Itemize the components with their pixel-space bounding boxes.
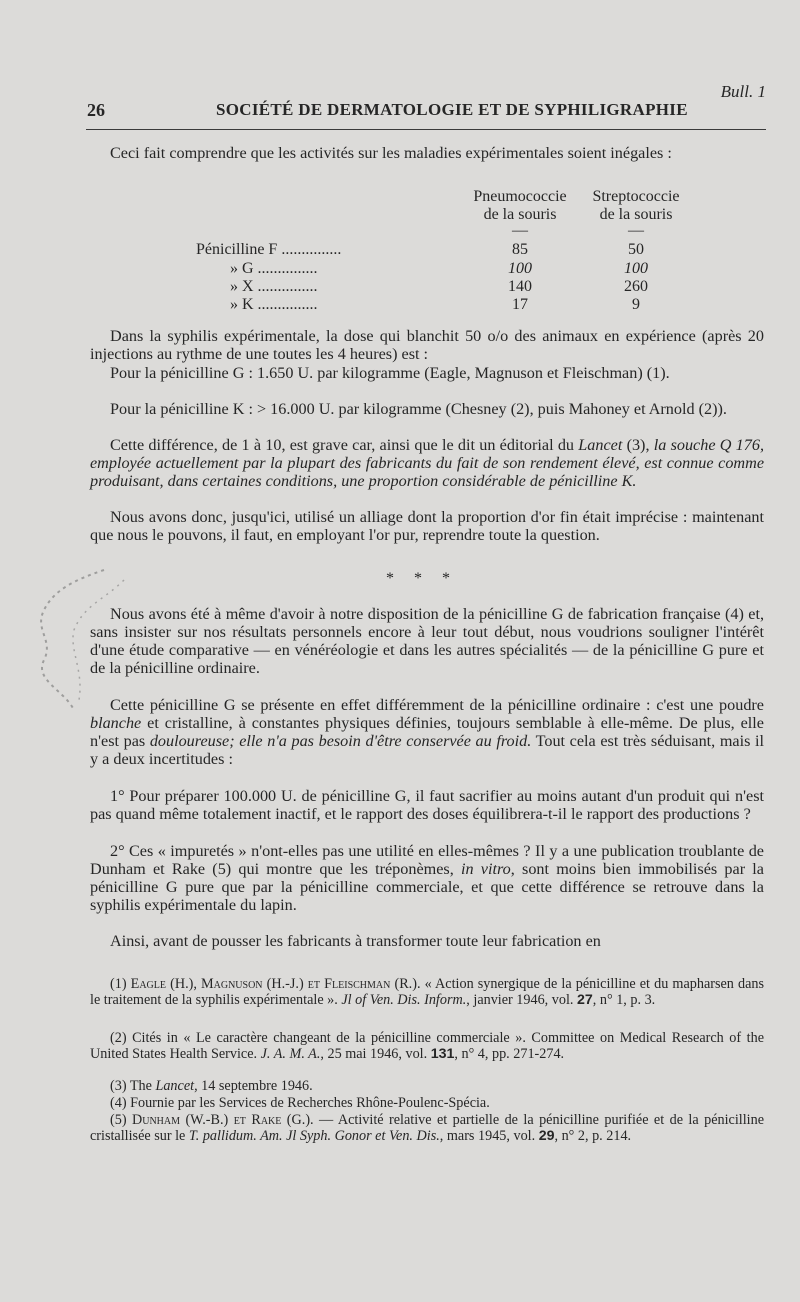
table-cell: 9: [632, 296, 640, 313]
bulletin-mark: Bull. 1: [720, 82, 766, 101]
paragraph: [90, 696, 764, 768]
table-col2-head-line1: Streptococcie: [592, 188, 680, 205]
section-stars: * * *: [386, 570, 458, 587]
table-col1-dash: —: [512, 222, 528, 239]
paragraph: [90, 842, 764, 914]
text-run-italic: Lancet: [578, 436, 623, 454]
table-cell: 100: [508, 260, 532, 277]
text-run: — Activité relative et partielle de la pénicilline purifiée et de la pénicilline cristallisée sur le: [90, 1112, 764, 1144]
text-run: , 25 mai 1946, vol.: [320, 1046, 431, 1062]
text-run: , n° 4, pp. 271-274.: [454, 1046, 565, 1062]
footnote-authors: Eagle (H.), Magnuson (H.-J.) et Fleischman (R.).: [130, 976, 421, 992]
text-run-italic: in vitro: [460, 860, 511, 878]
text-run: , sont moins bien immobilisés par la pénicilline G pure que par la pénicilline commerciale, et que cette différence se retrouve dans la syphilis expérimentale du lapin.: [90, 860, 764, 914]
table-cell: 140: [508, 278, 532, 295]
text-run: , janvier 1946, vol.: [466, 992, 578, 1008]
table-row-label: » K ...............: [230, 296, 318, 313]
footnote-volume: 29: [538, 1128, 555, 1144]
table-col2-head: [576, 188, 696, 224]
intro-paragraph: Ceci fait comprendre que les activités sur les maladies expérimentales soient inégales :: [110, 144, 672, 162]
table-row-label: » G ...............: [230, 260, 318, 277]
paragraph: Nous avons été à même d'avoir à notre disposition de la pénicilline G de fabrication française (4) et, sans insister sur nos résultats personnels encore à leur tout début, nous voudrions souligner l'intérêt d'une étude comparative — en vénéréologie et dans les autres spécialités — de la pénicilline G pure et de la pénicilline ordinaire.: [90, 605, 764, 677]
table-col1-head-line2: de la souris: [483, 206, 557, 223]
footnote-authors: Dunham (W.-B.) et Rake (G.).: [131, 1112, 314, 1128]
table-row-label: Pénicilline F ...............: [196, 241, 342, 258]
paragraph: Nous avons donc, jusqu'ici, utilisé un alliage dont la proportion d'or fin était imprécise : maintenant que nous le pouvons, il faut, en employant l'or pur, reprendre toute la question.: [90, 508, 764, 544]
footnote-volume: 27: [577, 992, 593, 1008]
text-run-italic: douloureuse; elle n'a pas besoin d'être conservée au froid.: [149, 732, 532, 750]
text-run: , 14 septembre 1946.: [194, 1078, 313, 1094]
page-number: 26: [87, 100, 105, 120]
running-title: SOCIÉTÉ DE DERMATOLOGIE ET DE SYPHILIGRAPHIE: [216, 100, 688, 119]
paragraph: 1° Pour préparer 100.000 U. de pénicilline G, il faut sacrifier au moins autant d'un produit qui n'est pas quand même totalement inactif, et le rapport des doses équilibrera-t-il le rapport des productions ?: [90, 787, 764, 823]
text-run: Cette différence, de 1 à 10, est grave car, ainsi que le dit un éditorial du: [110, 436, 579, 454]
footnote-3: [90, 1078, 764, 1094]
table-col1-head-line1: Pneumococcie: [473, 188, 567, 205]
table-cell: 100: [624, 260, 648, 277]
footnote-2: [90, 1030, 764, 1062]
paragraph: Pour la pénicilline G : 1.650 U. par kilogramme (Eagle, Magnuson et Fleischman) (1).: [110, 364, 670, 382]
text-run-italic: blanche: [90, 714, 142, 732]
text-run: (3) The: [110, 1078, 156, 1094]
footnote-journal: T. pallidum. Am. Jl Syph. Gonor et Ven. Dis.: [188, 1128, 440, 1144]
paragraph: Pour la pénicilline K : > 16.000 U. par kilogramme (Chesney (2), puis Mahoney et Arnold (2)).: [110, 400, 727, 418]
text-run: (1): [110, 976, 131, 992]
text-run: , n° 2, p. 214.: [554, 1128, 632, 1144]
paragraph: [90, 436, 764, 490]
footnote-1: [90, 976, 764, 1008]
header-rule: [86, 129, 766, 130]
text-run: (3),: [622, 436, 654, 454]
footnote-volume: 131: [430, 1046, 455, 1062]
paragraph: Dans la syphilis expérimentale, la dose qui blanchit 50 o/o des animaux en expérience (après 20 injections au rythme de une toutes les 4 heures) est :: [90, 327, 764, 363]
footnote-journal: Jl of Ven. Dis. Inform.: [341, 992, 467, 1008]
footnote-5: [90, 1112, 764, 1144]
text-run-italic: la souche Q 176, employée actuellement par la plupart des fabricants du fait de son rendement élevé, est connue comme produisant, dans certaines conditions, une proportion considérable de pénicilline K.: [90, 436, 765, 490]
table-cell: 260: [624, 278, 648, 295]
table-col2-dash: —: [628, 222, 644, 239]
text-run: et cristalline, à constantes physiques définies, toujours semblable à elle-même. De plus, elle n'est pas: [90, 714, 764, 750]
table-col1-head: [460, 188, 580, 224]
text-run: , n° 1, p. 3.: [592, 992, 656, 1008]
footnote-4: (4) Fournie par les Services de Recherches Rhône-Poulenc-Spécia.: [110, 1095, 490, 1111]
paragraph: Ainsi, avant de pousser les fabricants à transformer toute leur fabrication en: [110, 932, 601, 950]
table-cell: 85: [512, 241, 528, 258]
text-run: (5): [110, 1112, 132, 1128]
text-run: Tout cela est très séduisant, mais il y a deux incertitudes :: [90, 732, 765, 768]
table-row-label: » X ...............: [230, 278, 318, 295]
text-run: Cette pénicilline G se présente en effet différemment de la pénicilline ordinaire : c'est une poudre: [110, 696, 764, 714]
table-col2-head-line2: de la souris: [599, 206, 673, 223]
footnote-journal: Lancet: [155, 1078, 195, 1094]
table-cell: 17: [512, 296, 528, 313]
footnote-journal: J. A. M. A.: [260, 1046, 321, 1062]
table-cell: 50: [628, 241, 644, 258]
text-run: , mars 1945, vol.: [439, 1128, 539, 1144]
text-run: « Action synergique de la pénicilline et du mapharsen dans le traitement de la syphilis expérimentale ».: [90, 976, 765, 1008]
text-run: 2° Ces « impuretés » n'ont-elles pas une utilité en elles-mêmes ? Il y a une publication troublante de Dunham et Rake (5) qui montre que les tréponèmes,: [90, 842, 764, 878]
text-run: (2) Cités in « Le caractère changeant de la pénicilline commerciale ». Committee on Medical Research of the United States Health Service.: [90, 1030, 764, 1062]
